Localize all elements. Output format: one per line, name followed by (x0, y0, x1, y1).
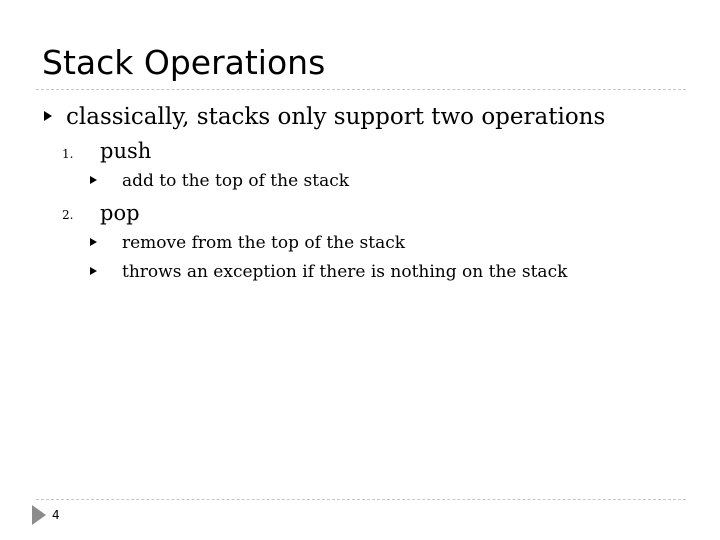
title-divider (36, 89, 686, 90)
detail-text: throws an exception if there is nothing on the stack (122, 262, 568, 282)
triangle-page-icon (32, 505, 46, 525)
arrow-bullet-icon (44, 111, 52, 121)
item-number: 2. (62, 208, 74, 222)
arrow-bullet-icon (90, 238, 97, 246)
slide-title: Stack Operations (42, 43, 326, 82)
detail-text: remove from the top of the stack (122, 233, 406, 253)
page-number: 4 (52, 508, 60, 522)
item-label-push: push (100, 139, 152, 163)
arrow-bullet-icon (90, 176, 97, 184)
item-number: 1. (62, 147, 74, 161)
detail-text: add to the top of the stack (122, 171, 350, 191)
footer-divider (36, 499, 686, 500)
arrow-bullet-icon (90, 267, 97, 275)
main-bullet-text: classically, stacks only support two operations (66, 104, 606, 130)
item-label-pop: pop (100, 201, 140, 225)
